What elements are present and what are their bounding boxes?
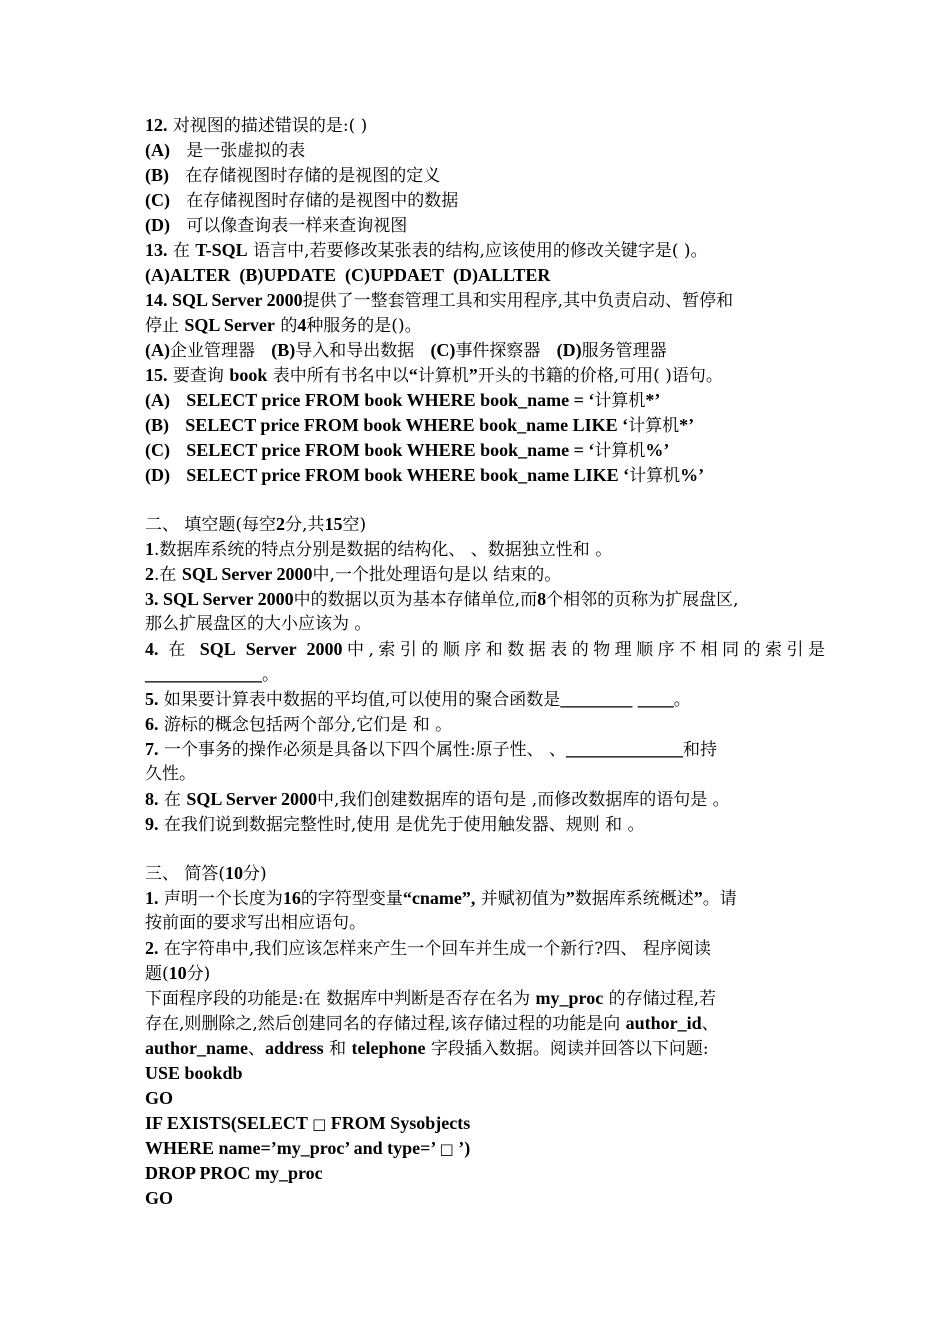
item-number: 4. <box>145 639 159 659</box>
item-text: .在 <box>154 565 177 585</box>
item-text: 按前面的要求写出相应语句。 <box>145 913 366 933</box>
item-number: 1 <box>145 539 154 559</box>
item-number: 3. SQL Server 2000 <box>145 589 294 609</box>
missing-glyph-box: □ <box>439 1140 454 1158</box>
option-text: 服务管理器 <box>581 341 667 361</box>
question-13-options <box>145 263 825 288</box>
item-text: 在我们说到数据完整性时,使用 是优先于使用触发器、规则 和 。 <box>163 815 645 835</box>
answer-blank: _____________ <box>145 664 262 684</box>
heading-number: 15 <box>324 514 343 534</box>
answer-blank: _____________ <box>566 739 684 759</box>
fill-item-3 <box>145 587 825 612</box>
question-text: 表中所有书名中以 <box>272 366 409 386</box>
question-number: 15. <box>145 365 168 385</box>
sql-text: SELECT price FROM book WHERE book_name = ‘ <box>186 390 595 410</box>
option-text: 计算机 <box>629 466 681 486</box>
option-label: (D) <box>556 340 582 360</box>
question-13 <box>145 238 825 263</box>
description-text: 字段插入数据。阅读并回答以下问题: <box>430 1039 709 1059</box>
option-label: (A) <box>145 340 170 360</box>
option-text: 计算机 <box>594 391 646 411</box>
option-text: 计算机 <box>628 416 680 436</box>
item-text: 在 <box>163 790 181 810</box>
description-text: 、 <box>701 1014 719 1034</box>
short-answer-1 <box>145 886 825 911</box>
item-number: 7. <box>145 739 159 759</box>
heading-number: 2 <box>276 514 286 534</box>
item-keyword: 2000 <box>306 639 343 659</box>
item-text: 。 <box>673 690 691 710</box>
item-keyword: “cname”, <box>402 888 476 908</box>
option-c <box>145 438 825 463</box>
option-label: (C) <box>430 340 456 360</box>
sql-text: SELECT price FROM book WHERE book_name = ‘ <box>186 440 595 460</box>
item-text: 和持 <box>683 740 718 760</box>
item-keyword: Server <box>245 639 297 659</box>
option-b <box>145 413 825 438</box>
option-text: 在存储视图时存储的是视图中的数据 <box>186 191 459 211</box>
question-number: 14. SQL Server 2000 <box>145 290 303 310</box>
section-heading-fill-in <box>145 512 825 537</box>
question-stem: 对视图的描述错误的是:( ) <box>172 116 368 136</box>
option-d <box>145 463 825 488</box>
quote-mark: ” <box>468 365 478 385</box>
option-text: 企业管理器 <box>170 341 255 361</box>
program-description-line1 <box>145 986 825 1011</box>
item-text: 数据库系统概述 <box>574 889 694 909</box>
question-text: 的 <box>280 316 298 336</box>
description-text: 存在,则删除之,然后创建同名的存储过程,该存储过程的功能是向 <box>145 1014 621 1034</box>
description-keyword: author_name <box>145 1038 248 1058</box>
item-text: 如果要计算表中数据的平均值,可以使用的聚合函数是 <box>163 690 561 710</box>
option-label: (A) <box>145 140 170 160</box>
short-answer-2 <box>145 936 825 961</box>
item-text: 。 <box>262 665 279 685</box>
code-line: GO <box>145 1088 174 1108</box>
program-description-line3 <box>145 1036 825 1061</box>
description-keyword: my_proc <box>535 988 604 1008</box>
option-a <box>145 138 825 163</box>
question-number: 13. <box>145 240 168 260</box>
code-line: GO <box>145 1188 174 1208</box>
item-text: .数据库系统的特点分别是数据的结构化、 、数据独立性和 。 <box>154 540 613 560</box>
question-text: 停止 <box>145 316 179 336</box>
item-text: 题( <box>145 964 169 984</box>
item-text: 一个事务的操作必须是具备以下四个属性:原子性、 、 <box>163 740 567 760</box>
option-text: 事件探察器 <box>455 341 541 361</box>
item-keyword: SQL Server 2000 <box>186 789 317 809</box>
code-text: WHERE name=’my_proc’ and type=’ <box>145 1138 440 1158</box>
question-text: 种服务的是()。 <box>306 316 422 336</box>
sql-text: %’ <box>680 465 705 485</box>
section-heading-short-answer <box>145 861 825 886</box>
item-keyword: SQL <box>199 639 236 659</box>
question-15 <box>145 363 825 388</box>
code-line <box>145 1136 825 1161</box>
option-b: (B)UPDATE <box>239 265 337 285</box>
item-text: 在 <box>168 640 190 660</box>
option-label: (B) <box>271 340 296 360</box>
option-label: (C) <box>145 440 170 460</box>
question-keyword: SQL Server <box>184 315 275 335</box>
item-text: 声明一个长度为 <box>163 889 283 909</box>
item-number: 5. <box>145 689 159 709</box>
item-text: 久性。 <box>145 764 196 784</box>
question-text: 计算机 <box>417 366 469 386</box>
option-c <box>145 188 825 213</box>
code-line: DROP PROC my_proc <box>145 1163 323 1183</box>
question-14-line2 <box>145 313 825 338</box>
heading-text: 二、 填空题(每空 <box>145 515 277 535</box>
fill-item-6 <box>145 712 825 737</box>
code-text: ’) <box>453 1138 471 1158</box>
question-14-options <box>145 338 825 363</box>
item-text: 在字符串中,我们应该怎样来产生一个回车并生成一个新行?四、 程序阅读 <box>163 939 711 959</box>
item-number: 6. <box>145 714 159 734</box>
code-text: IF EXISTS(SELECT <box>145 1113 313 1133</box>
option-text: 导入和导出数据 <box>295 341 415 361</box>
sql-text: SELECT price FROM book WHERE book_name LIKE ‘ <box>186 465 630 485</box>
item-text: 分) <box>186 964 211 984</box>
item-number: 2 <box>145 564 154 584</box>
item-text: 游标的概念包括两个部分,它们是 和 。 <box>163 715 453 735</box>
code-text: FROM Sysobjects <box>326 1113 471 1133</box>
missing-glyph-box: □ <box>312 1115 327 1133</box>
fill-item-5 <box>145 687 825 712</box>
item-number: 1. <box>145 888 159 908</box>
item-number: 2. <box>145 938 159 958</box>
program-description-line2 <box>145 1011 825 1036</box>
question-number: 12. <box>145 115 168 135</box>
question-keyword: T-SQL <box>195 240 248 260</box>
item-keyword: 10 <box>168 963 187 983</box>
option-text: 在存储视图时存储的是视图的定义 <box>185 166 441 186</box>
sql-text: %’ <box>645 440 670 460</box>
question-keyword: book <box>229 365 268 385</box>
quote-mark: ” <box>693 888 703 908</box>
short-answer-2-line2 <box>145 961 825 986</box>
quote-mark: “ <box>408 365 418 385</box>
item-text: 并赋初值为 <box>480 889 566 909</box>
description-keyword: telephone <box>351 1038 426 1058</box>
sql-text: *’ <box>645 390 661 410</box>
question-12 <box>145 113 825 138</box>
description-keyword: address <box>265 1038 324 1058</box>
item-text: 个相邻的页称为扩展盘区, <box>546 590 739 610</box>
option-text: 是一张虚拟的表 <box>186 141 306 161</box>
item-text: 那么扩展盘区的大小应该为 。 <box>145 614 372 634</box>
code-line <box>145 1111 825 1136</box>
item-text: 中,索引的顺序和数据表的物理顺序不相同的索引是 <box>342 640 826 660</box>
fill-item-7-line2 <box>145 762 825 787</box>
heading-text: 分,共 <box>285 515 325 535</box>
option-a: (A)ALTER <box>145 265 231 285</box>
question-text: 在 <box>172 241 190 261</box>
option-a <box>145 388 825 413</box>
description-text: 和 <box>329 1039 347 1059</box>
sql-text: *’ <box>679 415 695 435</box>
fill-item-2 <box>145 562 825 587</box>
question-14 <box>145 288 825 313</box>
short-answer-1-line2 <box>145 911 825 936</box>
item-keyword: 16 <box>282 888 301 908</box>
description-text: 的存储过程,若 <box>608 989 717 1009</box>
item-keyword: 8 <box>537 589 547 609</box>
item-text: 。请 <box>702 889 737 909</box>
option-label: (B) <box>145 165 169 185</box>
fill-item-8 <box>145 787 825 812</box>
option-text: 可以像查询表一样来查询视图 <box>186 216 408 236</box>
heading-number: 10 <box>225 863 244 883</box>
description-keyword: author_id <box>625 1013 702 1033</box>
item-text: 的字符型变量 <box>300 889 403 909</box>
fill-item-7 <box>145 737 825 762</box>
option-label: (D) <box>145 215 170 235</box>
heading-text: 空) <box>342 515 367 535</box>
sql-text: SELECT price FROM book WHERE book_name LIKE ‘ <box>185 415 629 435</box>
option-label: (C) <box>145 190 170 210</box>
heading-text: 分) <box>243 864 267 884</box>
item-text: 中,我们创建数据库的语句是 ,而修改数据库的语句是 。 <box>316 790 730 810</box>
item-text: 中,一个批处理语句是以 结束的。 <box>312 565 562 585</box>
option-label: (A) <box>145 390 170 410</box>
option-label: (B) <box>145 415 169 435</box>
option-label: (D) <box>145 465 170 485</box>
code-line: USE bookdb <box>145 1063 243 1083</box>
answer-blank: ________ <box>560 689 633 709</box>
fill-item-1 <box>145 537 825 562</box>
fill-item-4 <box>145 637 825 662</box>
option-d <box>145 213 825 238</box>
option-d: (D)ALLTER <box>453 265 551 285</box>
item-number: 8. <box>145 789 159 809</box>
item-text: 中的数据以页为基本存储单位,而 <box>293 590 538 610</box>
option-text: 计算机 <box>594 441 646 461</box>
question-number-inline: 4 <box>297 315 307 335</box>
description-text: 、 <box>248 1039 265 1059</box>
fill-item-9 <box>145 812 825 837</box>
quote-mark: ” <box>565 888 575 908</box>
answer-blank: ____ <box>637 689 674 709</box>
item-number: 9. <box>145 814 159 834</box>
fill-item-3-line2 <box>145 612 825 637</box>
item-keyword: SQL Server 2000 <box>181 564 313 584</box>
heading-text: 三、 简答( <box>145 864 226 884</box>
question-text: 提供了一整套管理工具和实用程序,其中负责启动、暂停和 <box>302 291 734 311</box>
option-b <box>145 163 825 188</box>
question-text: 开头的书籍的价格,可用( )语句。 <box>477 366 723 386</box>
question-text: 语言中,若要修改某张表的结构,应该使用的修改关键字是( )。 <box>253 241 708 261</box>
question-text: 要查询 <box>172 366 224 386</box>
description-text: 下面程序段的功能是:在 数据库中判断是否存在名为 <box>145 989 531 1009</box>
fill-item-4-line2 <box>145 662 825 687</box>
option-c: (C)UPDAET <box>345 265 445 285</box>
